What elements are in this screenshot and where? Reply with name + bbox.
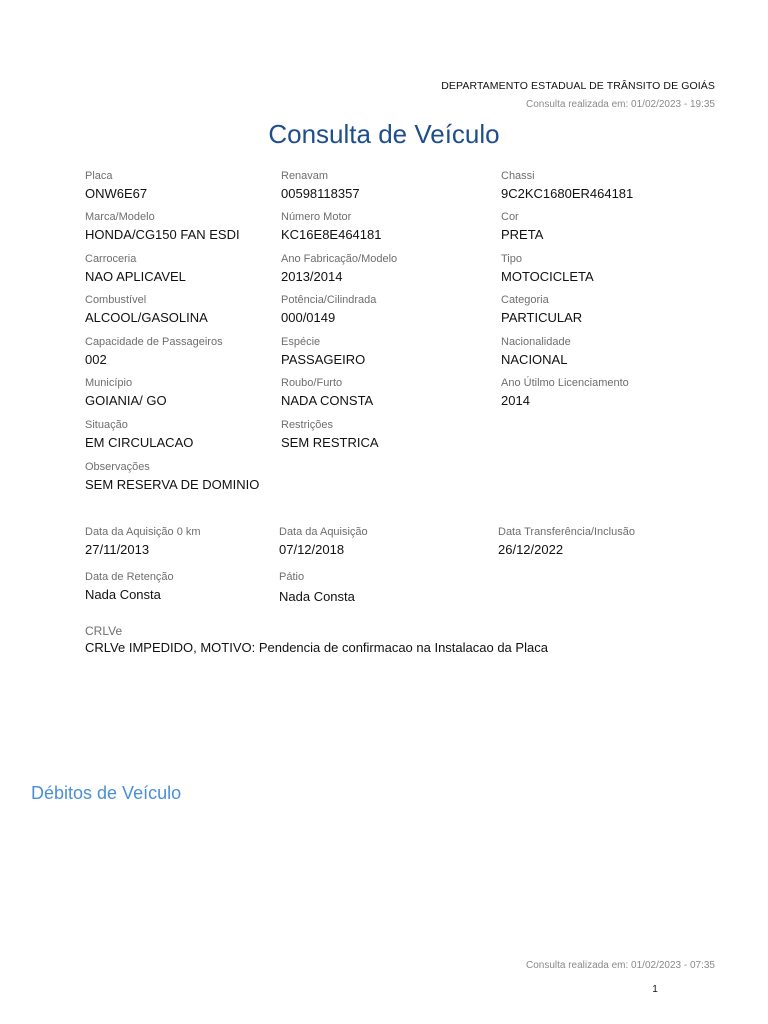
field-municipio [85, 377, 167, 409]
field-label: Situação [85, 419, 128, 431]
field-label: Data da Aquisição 0 km [85, 526, 201, 538]
field-value: NAO APLICAVEL [85, 269, 186, 284]
field-value: SEM RESTRICA [281, 435, 379, 450]
field-combustivel [85, 294, 208, 326]
field-value: 2013/2014 [281, 269, 343, 284]
field-value: 07/12/2018 [279, 542, 345, 557]
field-value: ALCOOL/GASOLINA [85, 310, 208, 325]
debitos-section-title: Débitos de Veículo [31, 783, 182, 803]
field-cor [501, 211, 543, 243]
field-numero-motor [281, 211, 381, 243]
field-data-transferencia [498, 526, 635, 558]
field-label: Placa [85, 170, 113, 182]
field-marca-modelo [85, 211, 240, 243]
field-value: SEM RESERVA DE DOMINIO [85, 477, 260, 492]
field-carroceria [85, 253, 186, 285]
field-label: Tipo [501, 253, 522, 265]
field-value: 002 [85, 352, 107, 367]
field-label: Data da Aquisição [279, 526, 368, 538]
field-value: 26/12/2022 [498, 542, 564, 557]
field-label: Chassi [501, 170, 535, 182]
field-value: PRETA [501, 227, 544, 242]
field-patio [279, 571, 355, 605]
field-data-aquisicao-0km [85, 526, 201, 558]
field-renavam [281, 170, 360, 202]
field-capacidade-passageiros [85, 336, 223, 368]
footer-consult-timestamp: Consulta realizada em: 01/02/2023 - 07:35 [525, 960, 715, 971]
field-label: Categoria [501, 294, 549, 306]
field-label: Número Motor [281, 211, 352, 223]
field-label: Renavam [281, 170, 329, 182]
field-value: 9C2KC1680ER464181 [501, 186, 634, 201]
field-label: Ano Fabricação/Modelo [281, 253, 398, 265]
field-ano-fabricacao-modelo [281, 253, 397, 285]
field-value: PARTICULAR [501, 310, 583, 325]
field-value: 2014 [501, 393, 530, 408]
field-value: EM CIRCULACAO [85, 435, 194, 450]
page-number: 1 [652, 984, 658, 995]
field-label: Data Transferência/Inclusão [498, 526, 635, 538]
field-placa [85, 170, 147, 202]
field-label: Nacionalidade [501, 336, 571, 348]
field-data-aquisicao [279, 526, 368, 558]
field-value: ONW6E67 [85, 186, 148, 201]
field-data-retencao [85, 571, 174, 603]
field-value: Nada Consta [279, 589, 355, 604]
field-label: Restrições [281, 419, 333, 431]
field-label: Espécie [281, 336, 321, 348]
field-label: Ano Útilmo Licenciamento [501, 377, 629, 389]
field-value: KC16E8E464181 [281, 227, 382, 242]
field-value: 00598118357 [281, 186, 360, 201]
field-chassi [501, 170, 633, 202]
field-value: MOTOCICLETA [501, 269, 594, 284]
field-label: CRLVe [85, 624, 123, 638]
field-ano-ultimo-licenciamento [501, 377, 629, 409]
department-header: DEPARTAMENTO ESTADUAL DE TRÂNSITO DE GOIÁS [441, 80, 715, 92]
field-label: Combustível [85, 294, 147, 306]
field-crlve [85, 625, 548, 656]
field-label: Cor [501, 211, 519, 223]
field-label: Data de Retenção [85, 571, 174, 583]
field-label: Pátio [279, 571, 305, 583]
field-categoria [501, 294, 582, 326]
field-label: Capacidade de Passageiros [85, 336, 223, 348]
field-value: NADA CONSTA [281, 393, 374, 408]
field-label: Potência/Cilindrada [281, 294, 377, 306]
field-nacionalidade [501, 336, 571, 368]
field-situacao [85, 419, 193, 451]
field-tipo [501, 253, 594, 285]
field-roubo-furto [281, 377, 373, 409]
field-especie [281, 336, 365, 368]
page-title: Consulta de Veículo [268, 119, 500, 149]
field-label: Carroceria [85, 253, 137, 265]
consult-timestamp: Consulta realizada em: 01/02/2023 - 19:35 [525, 99, 715, 110]
field-value: Nada Consta [85, 587, 161, 602]
field-label: Marca/Modelo [85, 211, 155, 223]
field-value: 000/0149 [281, 310, 336, 325]
field-value: PASSAGEIRO [281, 352, 366, 367]
field-value: CRLVe IMPEDIDO, MOTIVO: Pendencia de confirmacao na Instalacao da Placa [85, 640, 548, 655]
field-value: NACIONAL [501, 352, 568, 367]
field-value: GOIANIA/ GO [85, 393, 167, 408]
field-potencia-cilindrada [281, 294, 376, 326]
field-label: Município [85, 377, 133, 389]
field-restricoes [281, 419, 379, 451]
field-value: 27/11/2013 [85, 542, 150, 557]
field-observacoes [85, 461, 259, 493]
field-label: Roubo/Furto [281, 377, 343, 389]
field-label: Observações [85, 461, 150, 473]
field-value: HONDA/CG150 FAN ESDI [85, 227, 240, 242]
